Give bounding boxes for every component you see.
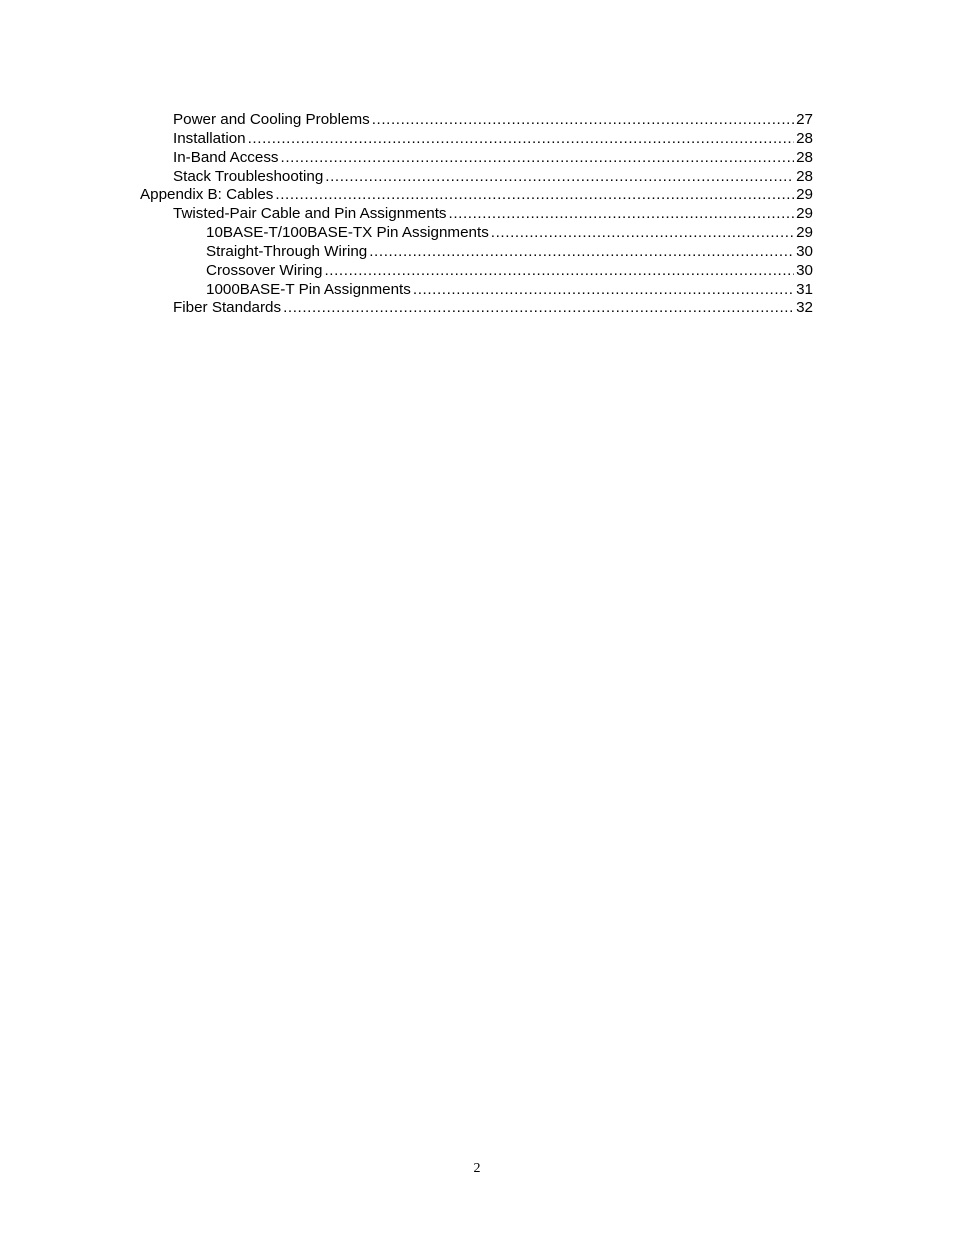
toc-entry-title: 10BASE-T/100BASE-TX Pin Assignments <box>206 224 489 242</box>
toc-entry-page: 28 <box>796 167 813 185</box>
toc-entry-page: 30 <box>796 242 813 260</box>
table-of-contents <box>0 111 954 318</box>
toc-entry-1000base-t-pin-assignments[interactable] <box>0 281 954 300</box>
toc-dot-leader <box>281 149 795 168</box>
toc-dot-leader <box>248 130 794 149</box>
page-number: 2 <box>473 1161 481 1176</box>
toc-entry-title: Stack Troubleshooting <box>173 167 324 185</box>
toc-dot-leader <box>413 281 794 300</box>
toc-entry-in-band-access[interactable] <box>0 149 954 168</box>
toc-entry-title: Crossover Wiring <box>206 261 323 279</box>
toc-entry-page: 29 <box>796 224 813 242</box>
toc-entry-10base-t-pin-assignments[interactable] <box>0 224 954 243</box>
toc-dot-leader <box>283 299 794 318</box>
toc-dot-leader <box>325 168 794 187</box>
toc-entry-page: 30 <box>796 261 813 279</box>
toc-entry-page: 29 <box>796 205 813 223</box>
toc-entry-crossover-wiring[interactable] <box>0 262 954 281</box>
toc-dot-leader <box>449 205 795 224</box>
toc-dot-leader <box>491 224 794 243</box>
toc-entry-stack-troubleshooting[interactable] <box>0 168 954 187</box>
toc-entry-title: Appendix B: Cables <box>140 186 274 204</box>
toc-entry-title: Twisted-Pair Cable and Pin Assignments <box>173 205 447 223</box>
toc-entry-title: In-Band Access <box>173 148 279 166</box>
toc-entry-page: 32 <box>796 299 813 317</box>
toc-dot-leader <box>275 186 794 205</box>
toc-entry-title: Installation <box>173 129 246 147</box>
toc-entry-installation[interactable] <box>0 130 954 149</box>
toc-entry-page: 31 <box>796 280 813 298</box>
toc-entry-page: 28 <box>796 129 813 147</box>
toc-entry-power-and-cooling-problems[interactable] <box>0 111 954 130</box>
toc-dot-leader <box>324 262 794 281</box>
toc-entry-straight-through-wiring[interactable] <box>0 243 954 262</box>
toc-entry-page: 27 <box>796 111 813 128</box>
toc-entry-title: Straight-Through Wiring <box>206 242 368 260</box>
toc-entry-title: 1000BASE-T Pin Assignments <box>206 280 411 298</box>
toc-entry-twisted-pair-cable[interactable] <box>0 205 954 224</box>
toc-entry-appendix-b-cables[interactable] <box>0 186 954 205</box>
toc-entry-page: 28 <box>796 148 813 166</box>
toc-entry-fiber-standards[interactable] <box>0 299 954 318</box>
toc-entry-title: Power and Cooling Problems <box>173 111 370 128</box>
toc-entry-title: Fiber Standards <box>173 299 282 317</box>
toc-dot-leader <box>369 243 794 262</box>
toc-dot-leader <box>372 111 794 130</box>
toc-entry-page: 29 <box>796 186 813 204</box>
